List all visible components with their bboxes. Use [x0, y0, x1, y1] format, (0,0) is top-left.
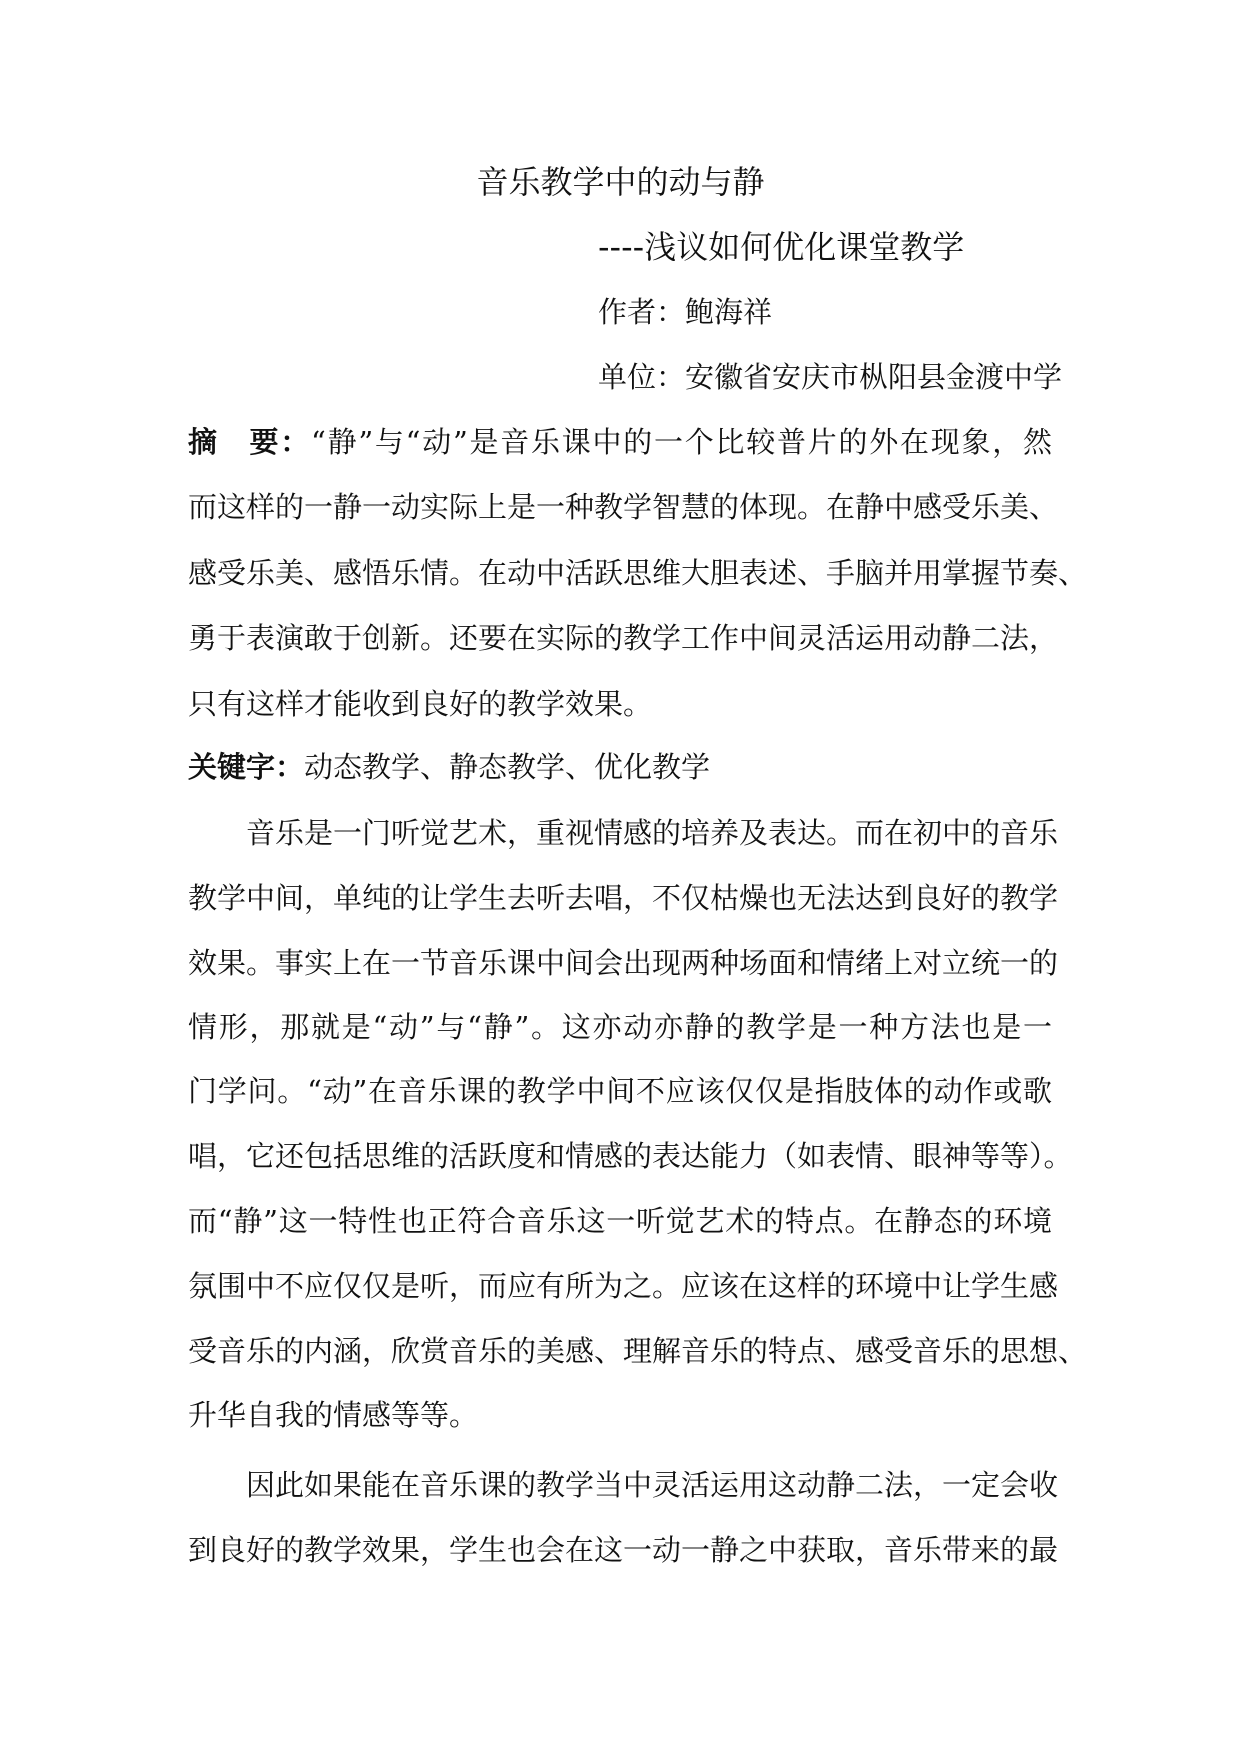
- paragraph-line: 音乐是一门听觉艺术，重视情感的培养及表达。而在初中的音乐: [246, 816, 1059, 850]
- abstract-line: 只有这样才能收到良好的教学效果。: [188, 687, 653, 721]
- abstract-label: 摘 要：: [188, 425, 311, 459]
- author-line: 作者：鲍海祥: [598, 295, 773, 329]
- paragraph-line: 情形，那就是“动”与“静”。这亦动亦静的教学是一种方法也是一: [188, 1010, 1052, 1044]
- paragraph-line: 氛围中不应仅仅是听，而应有所为之。应该在这样的环境中让学生感: [188, 1269, 1059, 1303]
- abstract-line: [188, 409, 1052, 475]
- paragraph-line: 门学问。“动”在音乐课的教学中间不应该仅仅是指肢体的动作或歌: [188, 1074, 1052, 1108]
- paragraph-line: 升华自我的情感等等。: [188, 1398, 479, 1432]
- paragraph-line: 效果。事实上在一节音乐课中间会出现两种场面和情绪上对立统一的: [188, 946, 1059, 980]
- abstract-text: “静”与“动”是音乐课中的一个比较普片的外在现象，然: [311, 425, 1052, 459]
- document-subtitle: ----浅议如何优化课堂教学: [598, 228, 965, 266]
- keywords-label: 关键字：: [188, 750, 305, 784]
- paragraph-line: 到良好的教学效果，学生也会在这一动一静之中获取，音乐带来的最: [188, 1533, 1059, 1567]
- unit-line: 单位：安徽省安庆市枞阳县金渡中学: [598, 360, 1063, 394]
- paragraph-line: 教学中间，单纯的让学生去听去唱，不仅枯燥也无法达到良好的教学: [188, 881, 1059, 915]
- keywords-text: 动态教学、静态教学、优化教学: [304, 750, 711, 784]
- keywords-line: [188, 734, 1052, 800]
- abstract-line: 感受乐美、感悟乐情。在动中活跃思维大胆表述、手脑并用掌握节奏、: [188, 556, 1088, 590]
- abstract-line: 而这样的一静一动实际上是一种教学智慧的体现。在静中感受乐美、: [188, 490, 1059, 524]
- paragraph-line: 而“静”这一特性也正符合音乐这一听觉艺术的特点。在静态的环境: [188, 1204, 1052, 1238]
- paragraph-line: 唱，它还包括思维的活跃度和情感的表达能力（如表情、眼神等等）。: [188, 1139, 1073, 1173]
- paragraph-line: 因此如果能在音乐课的教学当中灵活运用这动静二法，一定会收: [246, 1468, 1059, 1502]
- abstract-line: 勇于表演敢于创新。还要在实际的教学工作中间灵活运用动静二法，: [188, 621, 1059, 655]
- paragraph-line: 受音乐的内涵，欣赏音乐的美感、理解音乐的特点、感受音乐的思想、: [188, 1334, 1088, 1368]
- document-title: 音乐教学中的动与静: [476, 163, 765, 201]
